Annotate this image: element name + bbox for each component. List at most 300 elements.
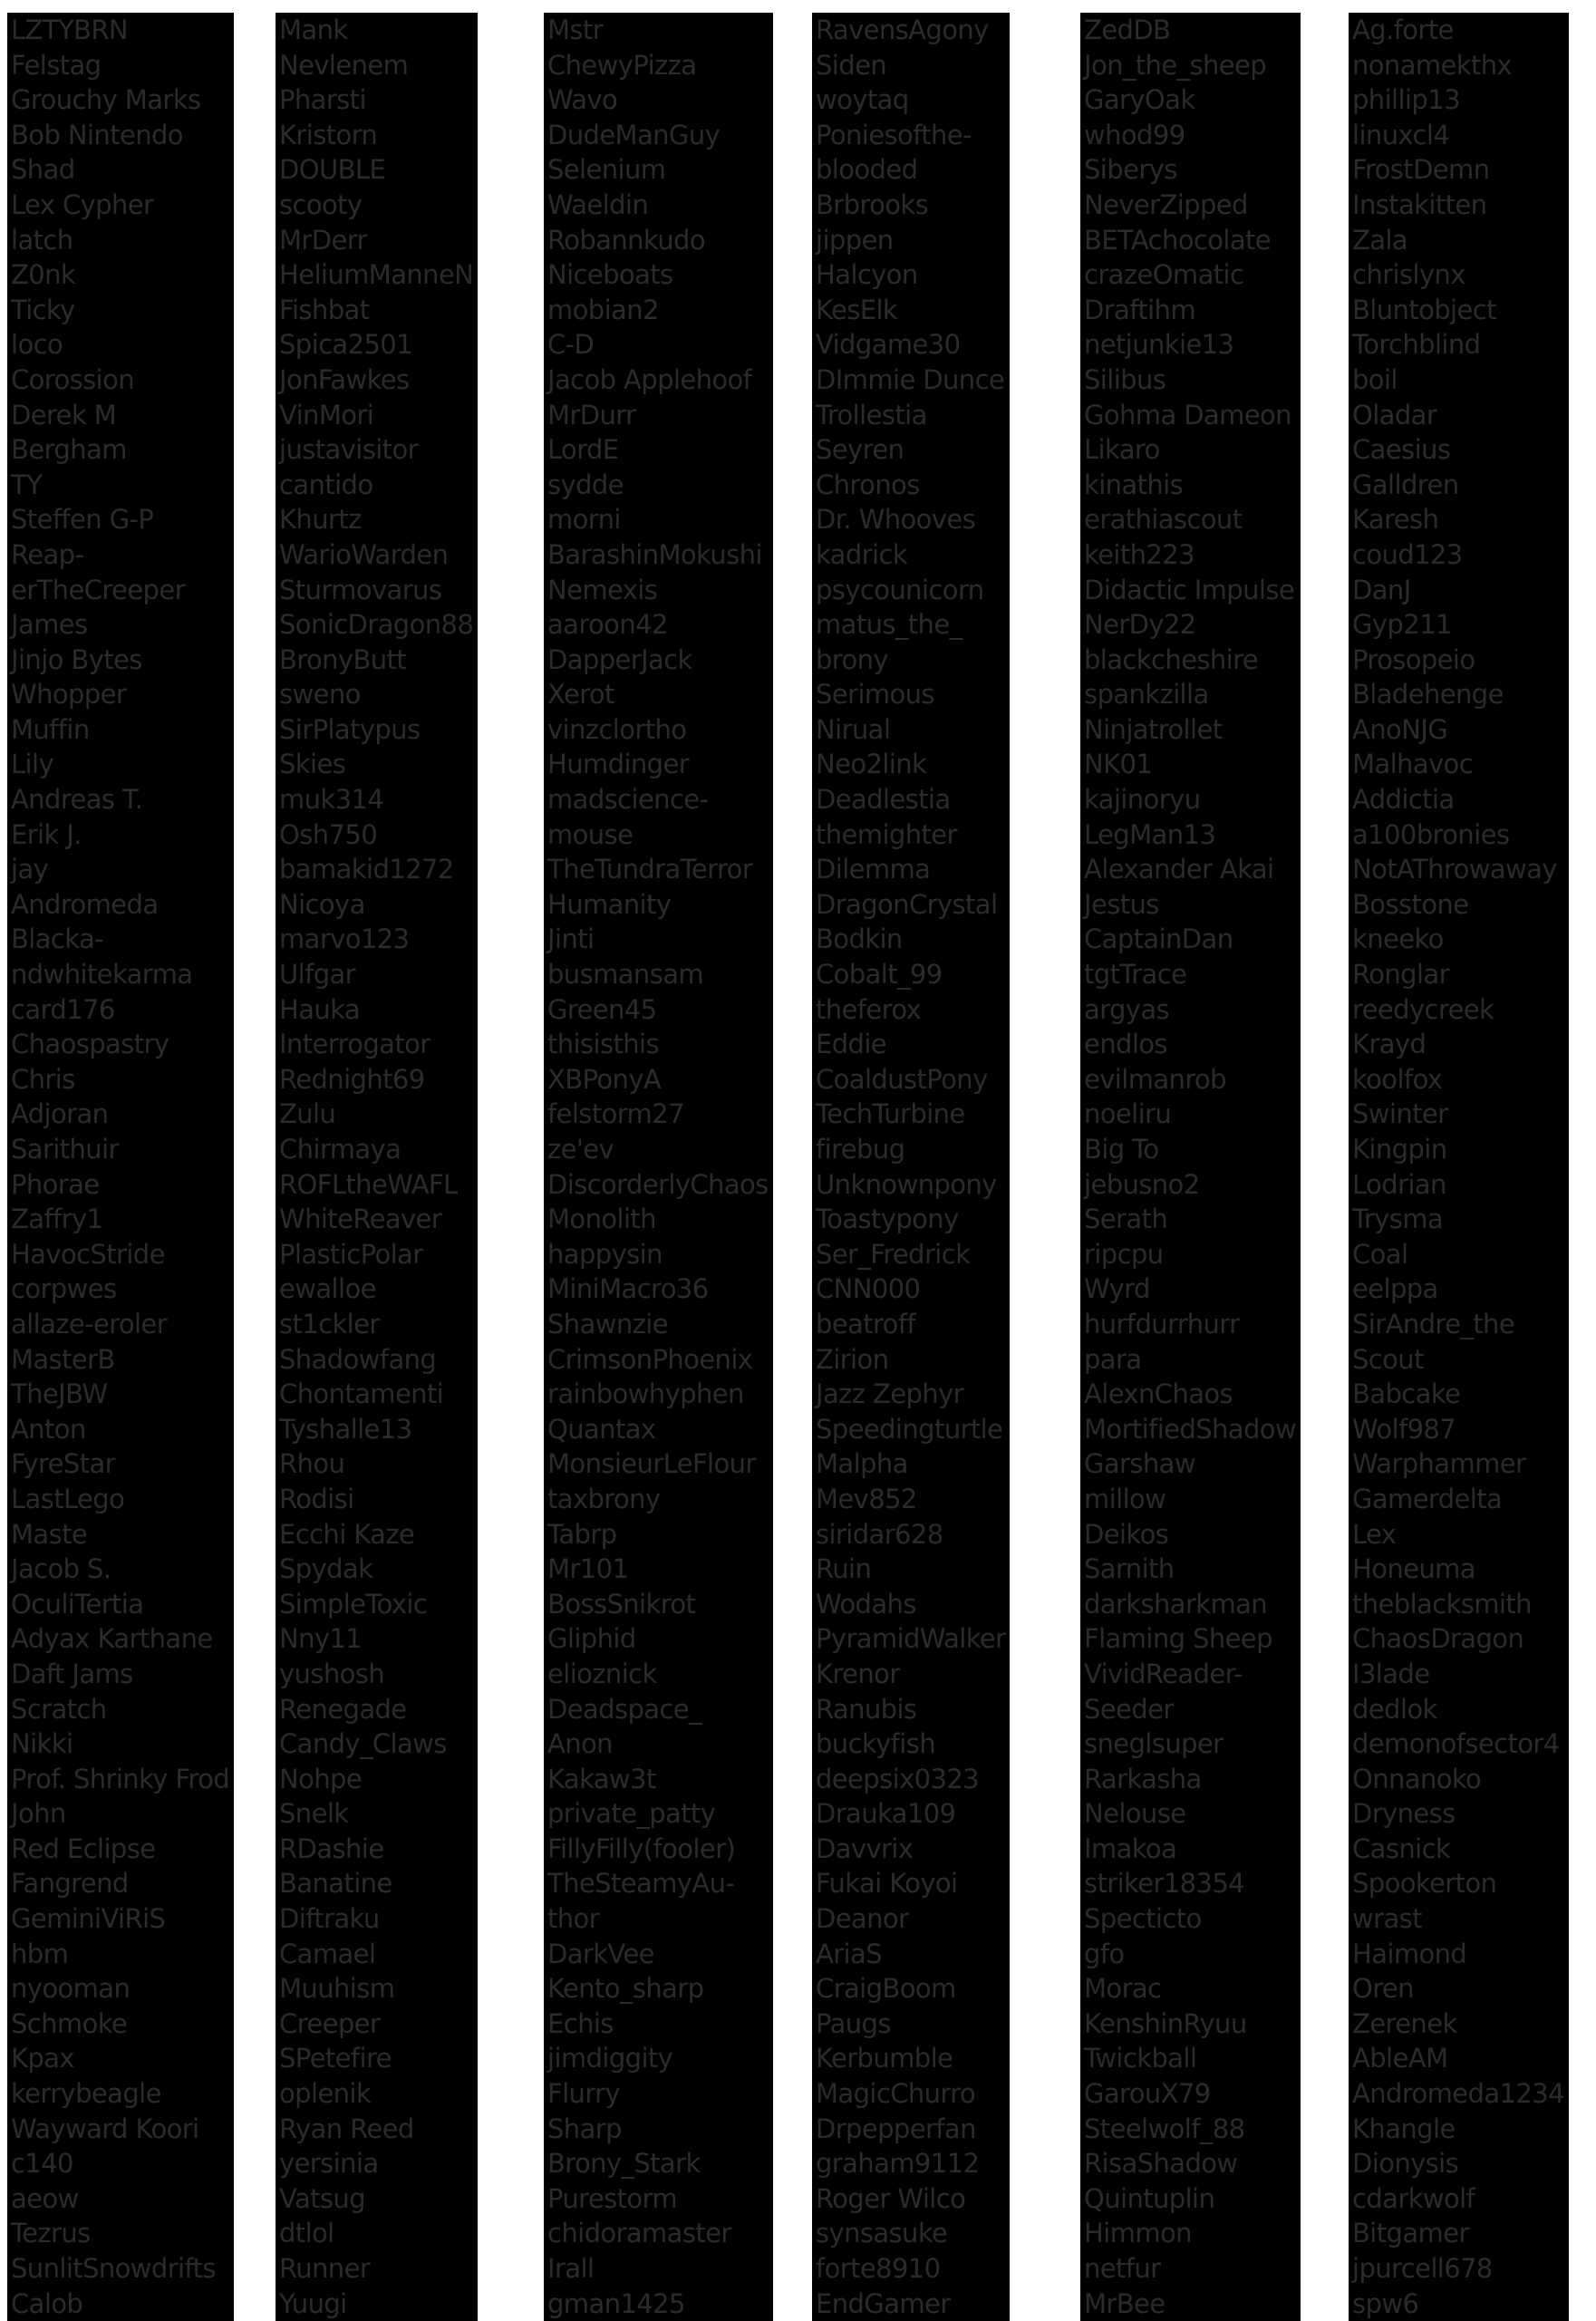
credit-name: Calob (7, 2287, 234, 2321)
credit-name: wrast (1349, 1901, 1569, 1937)
credit-name: Rednight69 (276, 1062, 478, 1098)
credit-name: Gliphid (544, 1621, 773, 1657)
credit-name: Rarkasha (1080, 1762, 1301, 1797)
credit-name: Serath (1080, 1202, 1301, 1237)
credit-name: Spica2501 (276, 327, 478, 363)
credit-name: Wolf987 (1349, 1412, 1569, 1447)
credit-name: kajinoryu (1080, 782, 1301, 817)
credit-name: LZTYBRN (7, 13, 234, 48)
credit-name: Hauka (276, 992, 478, 1028)
credit-name: crazeOmatic (1080, 257, 1301, 293)
credit-name: deepsix0323 (812, 1762, 1010, 1797)
credit-name: Jon_the_sheep (1080, 48, 1301, 83)
credit-name: Haimond (1349, 1937, 1569, 1972)
credit-name: Jacob S. (7, 1552, 234, 1587)
credit-name: PlasticPolar (276, 1237, 478, 1272)
credit-name: Osh750 (276, 817, 478, 853)
credit-name: Didactic Impulse (1080, 573, 1301, 608)
credit-name: SunlitSnowdrifts (7, 2251, 234, 2287)
credit-name: Serimous (812, 677, 1010, 712)
credit-name: Bob Nintendo (7, 118, 234, 153)
credit-name: bamakid1272 (276, 852, 478, 887)
credit-name: Zirion (812, 1342, 1010, 1378)
credit-name: Bodkin (812, 922, 1010, 957)
credit-name: reedycreek (1349, 992, 1569, 1028)
credit-name: sydde (544, 468, 773, 503)
credit-name: Mank (276, 13, 478, 48)
credit-name: yersinia (276, 2146, 478, 2181)
credit-name: SirPlatypus (276, 712, 478, 748)
credit-name: Humanity (544, 887, 773, 923)
credit-name: TheTundraTerror (544, 852, 773, 887)
name-column-1 (7, 13, 234, 2321)
credit-name: KesElk (812, 293, 1010, 328)
credit-name: Spookerton (1349, 1866, 1569, 1901)
credit-name: Roger Wilco (812, 2181, 1010, 2217)
credit-name: CNN000 (812, 1272, 1010, 1307)
credit-name: EndGamer (812, 2287, 1010, 2321)
credit-name: Wyrd (1080, 1272, 1301, 1307)
credit-name: evilmanrob (1080, 1062, 1301, 1098)
credit-name: graham9112 (812, 2146, 1010, 2181)
credit-name: aeow (7, 2181, 234, 2217)
credit-name: Toastypony (812, 1202, 1010, 1237)
credit-name: DapperJack (544, 643, 773, 678)
credit-name: kadrick (812, 537, 1010, 573)
credit-name: GaryOak (1080, 82, 1301, 118)
credit-name: Siberys (1080, 152, 1301, 188)
credit-name: tgtTrace (1080, 957, 1301, 992)
credit-name: FrostDemn (1349, 152, 1569, 188)
credit-name: AbleAM (1349, 2041, 1569, 2076)
credit-name: psycounicorn (812, 573, 1010, 608)
credit-name: morni (544, 502, 773, 537)
credit-name: Kingpin (1349, 1132, 1569, 1167)
name-column-3 (544, 13, 773, 2321)
credit-name: RDashie (276, 1832, 478, 1867)
credit-name: Karesh (1349, 502, 1569, 537)
credit-name: Zala (1349, 223, 1569, 258)
credit-name: ze'ev (544, 1132, 773, 1167)
credit-name: Kerbumble (812, 2041, 1010, 2076)
credit-name: Derek M (7, 398, 234, 433)
credit-name: Humdinger (544, 747, 773, 782)
credit-name: Jestus (1080, 887, 1301, 923)
credit-name: XBPonyA (544, 1062, 773, 1098)
credit-name: Ninjatrollet (1080, 712, 1301, 748)
credit-name: WarioWarden (276, 537, 478, 573)
credit-name: justavisitor (276, 432, 478, 468)
credit-name: theferox (812, 992, 1010, 1028)
credit-name: Andromeda (7, 887, 234, 923)
credit-name: Garshaw (1080, 1446, 1301, 1482)
credit-name: Irall (544, 2251, 773, 2287)
credit-name: Erik J. (7, 817, 234, 853)
credit-name: BronyButt (276, 643, 478, 678)
credit-name: card176 (7, 992, 234, 1028)
credit-name: Bergham (7, 432, 234, 468)
credit-name: kerrybeagle (7, 2076, 234, 2112)
credit-name: matus_the_ (812, 607, 1010, 643)
credit-name: Reap- (7, 537, 234, 573)
credit-name: Spydak (276, 1552, 478, 1587)
credit-name: Babcake (1349, 1377, 1569, 1412)
credit-name: Morac (1080, 1971, 1301, 2007)
credit-name: Krenor (812, 1657, 1010, 1692)
credit-name: latch (7, 223, 234, 258)
credit-name: DanJ (1349, 573, 1569, 608)
credit-name: Malhavoc (1349, 747, 1569, 782)
credit-name: Creeper (276, 2007, 478, 2042)
credit-name: Dilemma (812, 852, 1010, 887)
credit-name: a100bronies (1349, 817, 1569, 853)
credit-name: Sarnith (1080, 1552, 1301, 1587)
credit-name: netjunkie13 (1080, 327, 1301, 363)
credit-name: Nelouse (1080, 1796, 1301, 1832)
credit-name: Tyshalle13 (276, 1412, 478, 1447)
credit-name: Shad (7, 152, 234, 188)
credit-name: gman1425 (544, 2287, 773, 2321)
credit-name: Camael (276, 1937, 478, 1972)
credit-name: Schmoke (7, 2007, 234, 2042)
credit-name: Honeuma (1349, 1552, 1569, 1587)
credit-name: Nny11 (276, 1621, 478, 1657)
credit-name: Purestorm (544, 2181, 773, 2217)
credit-name: Whopper (7, 677, 234, 712)
credit-name: Mev852 (812, 1482, 1010, 1517)
credit-name: Selenium (544, 152, 773, 188)
credit-name: Bladehenge (1349, 677, 1569, 712)
credit-name: Halcyon (812, 257, 1010, 293)
credit-name: Chronos (812, 468, 1010, 503)
credit-name: Khangle (1349, 2112, 1569, 2147)
credit-name: KenshinRyuu (1080, 2007, 1301, 2042)
credit-name: Drauka109 (812, 1796, 1010, 1832)
credit-name: Echis (544, 2007, 773, 2042)
credit-name: Deadspace_ (544, 1692, 773, 1727)
credit-name: Blacka- (7, 922, 234, 957)
credit-name: RavensAgony (812, 13, 1010, 48)
credit-name: darksharkman (1080, 1587, 1301, 1622)
credit-name: Ronglar (1349, 957, 1569, 992)
credit-name: Ser_Fredrick (812, 1237, 1010, 1272)
credit-name: Diftraku (276, 1901, 478, 1937)
credit-name: Niceboats (544, 257, 773, 293)
credit-name: hurfdurrhurr (1080, 1307, 1301, 1342)
credit-name: SimpleToxic (276, 1587, 478, 1622)
credit-name: NK01 (1080, 747, 1301, 782)
credit-name: Nirual (812, 712, 1010, 748)
credit-name: koolfox (1349, 1062, 1569, 1098)
credit-name: MiniMacro36 (544, 1272, 773, 1307)
credit-name: Fishbat (276, 293, 478, 328)
credit-name: loco (7, 327, 234, 363)
credit-name: Chaospastry (7, 1027, 234, 1062)
credit-name: Big To (1080, 1132, 1301, 1167)
credit-name: Snelk (276, 1796, 478, 1832)
credit-name: Trysma (1349, 1202, 1569, 1237)
credit-name: Corossion (7, 363, 234, 398)
credit-name: Jinjo Bytes (7, 643, 234, 678)
credit-name: Chris (7, 1062, 234, 1098)
credit-name: Ruin (812, 1552, 1010, 1587)
credit-name: NotAThrowaway (1349, 852, 1569, 887)
credit-name: cantido (276, 468, 478, 503)
credit-name: spankzilla (1080, 677, 1301, 712)
credit-name: mouse (544, 817, 773, 853)
credit-name: brony (812, 643, 1010, 678)
credit-name: Vidgame30 (812, 327, 1010, 363)
credit-name: allaze-eroler (7, 1307, 234, 1342)
credit-name: Runner (276, 2251, 478, 2287)
credit-name: Deadlestia (812, 782, 1010, 817)
credit-name: DiscorderlyChaos (544, 1167, 773, 1203)
credit-name: cdarkwolf (1349, 2181, 1569, 2217)
credit-name: TechTurbine (812, 1097, 1010, 1132)
credit-name: LordE (544, 432, 773, 468)
credit-name: Ryan Reed (276, 2112, 478, 2147)
credit-name: Daft Jams (7, 1657, 234, 1692)
credit-name: Coal (1349, 1237, 1569, 1272)
credit-name: sneglsuper (1080, 1726, 1301, 1762)
credit-name: Bitgamer (1349, 2216, 1569, 2251)
credit-name: Addictia (1349, 782, 1569, 817)
credit-name: kneeko (1349, 922, 1569, 957)
credit-name: Rhou (276, 1446, 478, 1482)
credit-name: Drpepperfan (812, 2112, 1010, 2147)
credit-name: Tabrp (544, 1517, 773, 1552)
credit-name: jay (7, 852, 234, 887)
credit-name: Dionysis (1349, 2146, 1569, 2181)
credit-name: ripcpu (1080, 1237, 1301, 1272)
credit-name: PyramidWalker (812, 1621, 1010, 1657)
credit-name: Eddie (812, 1027, 1010, 1062)
credit-name: Trollestia (812, 398, 1010, 433)
credit-name: Prosopeio (1349, 643, 1569, 678)
credit-name: ndwhitekarma (7, 957, 234, 992)
credit-name: yushosh (276, 1657, 478, 1692)
credit-name: Robannkudo (544, 223, 773, 258)
credit-name: Steelwolf_88 (1080, 2112, 1301, 2147)
credit-name: dtlol (276, 2216, 478, 2251)
credit-name: Brony_Stark (544, 2146, 773, 2181)
credit-name: Adjoran (7, 1097, 234, 1132)
credit-name: argyas (1080, 992, 1301, 1028)
credit-name: Lily (7, 747, 234, 782)
credit-name: marvo123 (276, 922, 478, 957)
credit-name: Quantax (544, 1412, 773, 1447)
credit-name: Bluntobject (1349, 293, 1569, 328)
credit-name: Likaro (1080, 432, 1301, 468)
credit-name: Lex (1349, 1517, 1569, 1552)
credit-name: MortifiedShadow (1080, 1412, 1301, 1447)
credit-name: Swinter (1349, 1097, 1569, 1132)
credit-name: muk314 (276, 782, 478, 817)
credit-name: kinathis (1080, 468, 1301, 503)
credit-name: jimdiggity (544, 2041, 773, 2076)
credit-name: Candy_Claws (276, 1726, 478, 1762)
credit-name: VividReader- (1080, 1657, 1301, 1692)
credit-name: rainbowhyphen (544, 1377, 773, 1412)
credit-name: jebusno2 (1080, 1167, 1301, 1203)
credit-name: Flurry (544, 2076, 773, 2112)
credit-name: Dryness (1349, 1796, 1569, 1832)
credit-name: Torchblind (1349, 327, 1569, 363)
name-column-6 (1349, 13, 1569, 2321)
credit-name: Ecchi Kaze (276, 1517, 478, 1552)
credit-name: CrimsonPhoenix (544, 1342, 773, 1378)
credit-name: FillyFilly(fooler) (544, 1832, 773, 1867)
credit-name: Jinti (544, 922, 773, 957)
credit-name: Gohma Dameon (1080, 398, 1301, 433)
credit-name: Speedingturtle (812, 1412, 1010, 1447)
credit-name: WhiteReaver (276, 1202, 478, 1237)
credit-name: Casnick (1349, 1832, 1569, 1867)
credit-name: siridar628 (812, 1517, 1010, 1552)
credit-name: Zerenek (1349, 2007, 1569, 2042)
credit-name: blackcheshire (1080, 643, 1301, 678)
credit-name: SirAndre_the (1349, 1307, 1569, 1342)
credit-name: MonsieurLeFlour (544, 1446, 773, 1482)
credit-name: Grouchy Marks (7, 82, 234, 118)
credit-name: woytaq (812, 82, 1010, 118)
credit-name: linuxcl4 (1349, 118, 1569, 153)
credit-name: Imakoa (1080, 1832, 1301, 1867)
credit-name: HavocStride (7, 1237, 234, 1272)
credit-name: vinzclortho (544, 712, 773, 748)
credit-name: jippen (812, 223, 1010, 258)
credit-name: Kristorn (276, 118, 478, 153)
credit-name: MagicChurro (812, 2076, 1010, 2112)
credit-name: Instakitten (1349, 188, 1569, 223)
credit-name: Anton (7, 1412, 234, 1447)
credit-name: TY (7, 468, 234, 503)
credit-name: Phorae (7, 1167, 234, 1203)
credit-name: corpwes (7, 1272, 234, 1307)
credit-name: Z0nk (7, 257, 234, 293)
credit-name: Seeder (1080, 1692, 1301, 1727)
credit-name: Twickball (1080, 2041, 1301, 2076)
credit-name: GeminiViRiS (7, 1901, 234, 1937)
credit-name: CraigBoom (812, 1971, 1010, 2007)
credit-name: DImmie Dunce (812, 363, 1010, 398)
credit-name: boil (1349, 363, 1569, 398)
credit-name: thor (544, 1901, 773, 1937)
credit-name: forte8910 (812, 2251, 1010, 2287)
credit-name: endlos (1080, 1027, 1301, 1062)
credit-name: Tezrus (7, 2216, 234, 2251)
credit-name: Red Eclipse (7, 1832, 234, 1867)
credit-name: ZedDB (1080, 13, 1301, 48)
credit-name: millow (1080, 1482, 1301, 1517)
credit-name: oplenik (276, 2076, 478, 2112)
credit-name: John (7, 1796, 234, 1832)
credit-name: Oladar (1349, 398, 1569, 433)
credit-name: noeliru (1080, 1097, 1301, 1132)
credit-name: aaroon42 (544, 607, 773, 643)
credit-name: erTheCreeper (7, 573, 234, 608)
credit-name: LegMan13 (1080, 817, 1301, 853)
credit-name: Dr. Whooves (812, 502, 1010, 537)
credit-name: st1ckler (276, 1307, 478, 1342)
credit-name: Fangrend (7, 1866, 234, 1901)
credit-name: Chontamenti (276, 1377, 478, 1412)
credit-name: Scout (1349, 1342, 1569, 1378)
credit-name: netfur (1080, 2251, 1301, 2287)
credit-name: nyooman (7, 1971, 234, 2007)
credit-name: Green45 (544, 992, 773, 1028)
credit-name: GarouX79 (1080, 2076, 1301, 2112)
credit-name: NerDy22 (1080, 607, 1301, 643)
credit-name: BETAchocolate (1080, 223, 1301, 258)
credit-name: dedlok (1349, 1692, 1569, 1727)
credit-name: Khurtz (276, 502, 478, 537)
credit-name: HeliumManneN (276, 257, 478, 293)
credit-name: Unknownpony (812, 1167, 1010, 1203)
credit-name: AriaS (812, 1937, 1010, 1972)
credit-name: Banatine (276, 1866, 478, 1901)
credit-name: NeverZipped (1080, 188, 1301, 223)
credit-name: Andromeda1234 (1349, 2076, 1569, 2112)
credit-name: Ticky (7, 293, 234, 328)
credit-name: Ulfgar (276, 957, 478, 992)
name-column-2 (276, 13, 478, 2321)
credit-name: Rodisi (276, 1482, 478, 1517)
credit-name: Galldren (1349, 468, 1569, 503)
credit-name: firebug (812, 1132, 1010, 1167)
credit-name: Waeldin (544, 188, 773, 223)
credit-name: Siden (812, 48, 1010, 83)
credit-name: scooty (276, 188, 478, 223)
credit-name: Nikki (7, 1726, 234, 1762)
credit-name: Xerot (544, 677, 773, 712)
credit-name: Bosstone (1349, 887, 1569, 923)
credit-name: Vatsug (276, 2181, 478, 2217)
credit-name: Interrogator (276, 1027, 478, 1062)
credit-name: Wavo (544, 82, 773, 118)
credit-name: Mr101 (544, 1552, 773, 1587)
credit-name: DOUBLE (276, 152, 478, 188)
credit-name: Andreas T. (7, 782, 234, 817)
credit-name: Silibus (1080, 363, 1301, 398)
credit-name: Deikos (1080, 1517, 1301, 1552)
credit-name: Malpha (812, 1446, 1010, 1482)
credit-name: striker18354 (1080, 1866, 1301, 1901)
credit-name: MasterB (7, 1342, 234, 1378)
credit-name: Fukai Koyoi (812, 1866, 1010, 1901)
credit-name: Yuugi (276, 2287, 478, 2321)
credit-name: keith223 (1080, 537, 1301, 573)
credit-name: AnoNJG (1349, 712, 1569, 748)
credit-name: Maste (7, 1517, 234, 1552)
credit-name: busmansam (544, 957, 773, 992)
credit-name: Chirmaya (276, 1132, 478, 1167)
credit-name: ChewyPizza (544, 48, 773, 83)
credit-name: Adyax Karthane (7, 1621, 234, 1657)
credit-name: Anon (544, 1726, 773, 1762)
credit-name: Ranubis (812, 1692, 1010, 1727)
credit-name: Ag.forte (1349, 13, 1569, 48)
credit-name: synsasuke (812, 2216, 1010, 2251)
credit-name: ewalloe (276, 1272, 478, 1307)
credit-name: taxbrony (544, 1482, 773, 1517)
credit-name: DragonCrystal (812, 887, 1010, 923)
credit-name: Specticto (1080, 1901, 1301, 1937)
credit-name: Sarithuir (7, 1132, 234, 1167)
credit-name: eelppa (1349, 1272, 1569, 1307)
credit-name: I3lade (1349, 1657, 1569, 1692)
credit-name: gfo (1080, 1937, 1301, 1972)
